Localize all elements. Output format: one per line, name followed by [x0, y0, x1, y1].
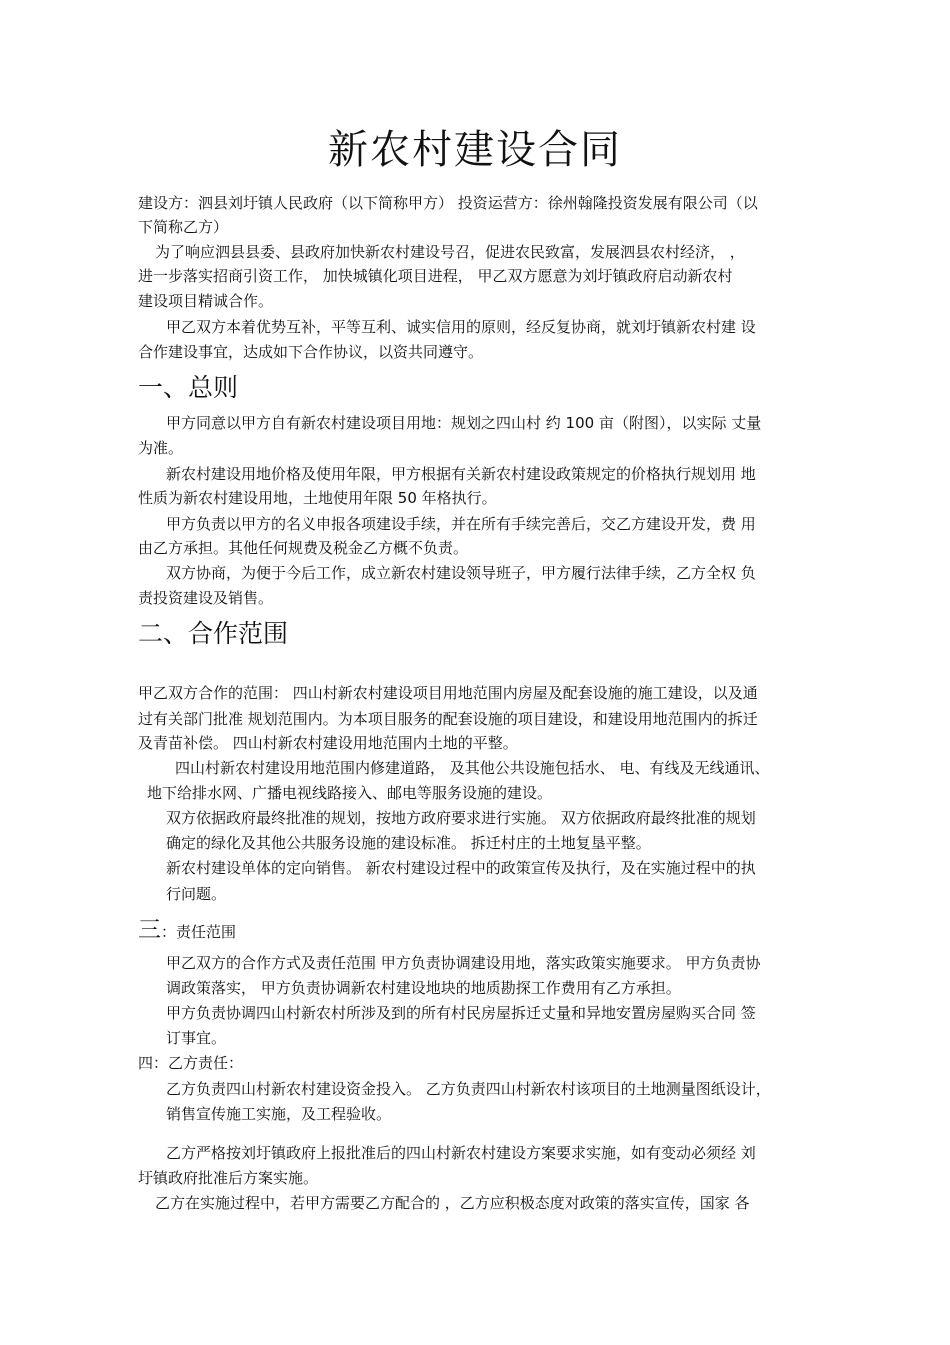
section3-line: 调政策落实， 甲方负责协调新农村建设地块的地质勘探工作费用有乙方承担。 [166, 979, 681, 997]
section2-line: 及青苗补偿。 四山村新农村建设用地范围内土地的平整。 [138, 734, 518, 752]
section2-line: 地下给排水网、广播电视线路接入、邮电等服务设施的建设。 [147, 784, 553, 802]
section-heading-responsibility [138, 918, 236, 944]
section3-line: 甲乙双方的合作方式及责任范围 甲方负责协调建设用地，落实政策实施要求。 甲方负责协 [166, 954, 761, 972]
section3-line: 订事宜。 [166, 1029, 227, 1047]
parties-line: 建设方：泗县刘圩镇人民政府（以下简称甲方） 投资运营方：徐州翰隆投资发展有限公司（以 [138, 194, 758, 212]
section2-line: 新农村建设单体的定向销售。 新农村建设过程中的政策宣传及执行，及在实施过程中的执 [166, 859, 756, 877]
intro-line: 建设项目精诚合作。 [138, 292, 274, 310]
section1-line: 甲方负责以甲方的名义申报各项建设手续，并在所有手续完善后，交乙方建设开发，费 用 [166, 515, 756, 533]
section2-line: 双方依据政府最终批准的规划，按地方政府要求进行实施。 双方依据政府最终批准的规划 [166, 809, 756, 827]
section1-line: 双方协商，为便于今后工作，成立新农村建设领导班子，甲方履行法律手续，乙方全权 负 [166, 564, 756, 582]
section1-line: 甲方同意以甲方自有新农村建设项目用地：规划之四山村 约 100 亩（附图），以实际 丈量 [166, 414, 762, 432]
intro-line: 为了响应泗县县委、县政府加快新农村建设号召，促进农民致富，发展泗县农村经济， ， [155, 243, 745, 261]
section2-line: 四山村新农村建设用地范围内修建道路， 及其他公共设施包括水、 电、有线及无线通讯、 [175, 759, 770, 777]
section-heading-party-b: 四：乙方责任： [138, 1054, 244, 1072]
section2-line: 过有关部门批准 规划范围内。为本项目服务的配套设施的项目建设，和建设用地范围内的拆迁 [138, 710, 758, 728]
section-heading-scope: 二、合作范围 [138, 619, 289, 648]
intro-line: 进一步落实招商引资工作， 加快城镇化项目进程， 甲乙双方愿意为刘圩镇政府启动新农村 [138, 267, 733, 285]
section4-line: 乙方在实施过程中，若甲方需要乙方配合的 ，乙方应积极态度对政策的落实宣传，国家 各 [155, 1194, 750, 1212]
intro-line: 甲乙双方本着优势互补，平等互利、诚实信用的原则，经反复协商，就刘圩镇新农村建 设 [166, 318, 756, 336]
section4-line: 圩镇政府批准后方案实施。 [138, 1169, 319, 1187]
section4-line: 乙方负责四山村新农村建设资金投入。 乙方负责四山村新农村该项目的土地测量图纸设计， [166, 1080, 771, 1098]
section2-line: 行问题。 [166, 885, 227, 903]
section4-line: 乙方严格按刘圩镇政府上报批准后的四山村新农村建设方案要求实施，如有变动必须经 刘 [166, 1144, 756, 1162]
section3-title: ：责任范围 [161, 923, 237, 941]
section1-line: 新农村建设用地价格及使用年限，甲方根据有关新农村建设政策规定的价格执行规划用 地 [166, 465, 756, 483]
section1-line: 为准。 [138, 439, 184, 457]
section1-line: 由乙方承担。其他任何规费及税金乙方概不负责。 [138, 539, 469, 557]
section2-line: 甲乙双方合作的范围： 四山村新农村建设项目用地范围内房屋及配套设施的施工建设，以及通 [138, 684, 758, 702]
section2-line: 确定的绿化及其他公共服务设施的建设标准。 拆迁村庄的土地复垦平整。 [166, 834, 651, 852]
document-title: 新农村建设合同 [328, 127, 622, 173]
section1-line: 责投资建设及销售。 [138, 589, 274, 607]
section3-number: 三 [138, 917, 161, 943]
intro-line: 合作建设事宜，达成如下合作协议，以资共同遵守。 [138, 343, 484, 361]
parties-line: 下简称乙方） [138, 218, 229, 236]
section3-line: 甲方负责协调四山村新农村所涉及到的所有村民房屋拆迁丈量和异地安置房屋购买合同 签 [166, 1004, 756, 1022]
section-heading-general: 一、总则 [138, 373, 239, 402]
section4-line: 销售宣传施工实施，及工程验收。 [166, 1105, 392, 1123]
section1-line: 性质为新农村建设用地，土地使用年限 50 年格执行。 [138, 489, 497, 507]
